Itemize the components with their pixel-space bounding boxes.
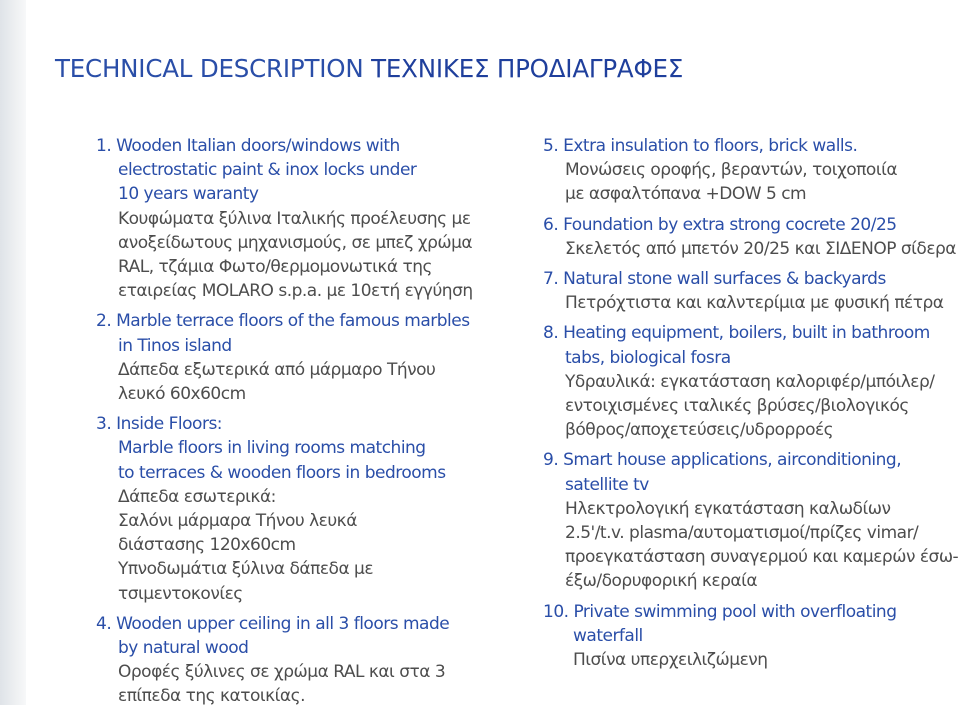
spec-item-2: [96, 309, 496, 406]
spec-item-9: [543, 448, 959, 593]
spec-2-gr-line-1: Δάπεδα εξωτερικά από μάρμαρο Τήνου: [118, 359, 436, 380]
spec-10-en-line-2: waterfall: [573, 625, 643, 646]
spec-item-6: [543, 213, 957, 261]
spec-3-en-line-1: 3. Inside Floors:: [96, 414, 223, 435]
spec-3-gr-line-1: Δάπεδα εσωτερικά:: [118, 486, 276, 507]
spec-9-gr-line-3: προεγκατάσταση συναγερμού και καμερών έσω-: [565, 547, 959, 568]
spec-3-en-line-2: Marble floors in living rooms matching: [118, 438, 426, 459]
spec-9-gr-line-1: Ηλεκτρολογική εγκατάσταση καλωδίων: [565, 498, 891, 519]
spec-item-1: [96, 134, 496, 303]
spec-6-en-line-1: 6. Foundation by extra strong cocrete 20/25: [543, 214, 897, 235]
spec-3-en-line-3: to terraces & wooden floors in bedrooms: [118, 462, 446, 483]
spec-7-gr-line-1: Πετρόχτιστα και καλντερίμια με φυσική πέτρα: [565, 293, 944, 314]
spec-1-gr-line-1: Κουφώματα ξύλινα Ιταλικής προέλευσης με: [118, 208, 471, 229]
spec-3-gr-line-2: Σαλόνι μάρμαρα Τήνου λευκά: [118, 511, 357, 532]
spec-10-gr-line-1: Πισίνα υπερχειλιζώμενη: [573, 650, 768, 671]
page-title: [55, 54, 683, 83]
spec-9-gr-line-4: έξω/δορυφορική κεραία: [565, 571, 758, 592]
spec-1-gr-line-2: ανοξείδωτους μηχανισμούς, σε μπεζ χρώμα: [118, 232, 473, 253]
spec-2-gr-line-2: λευκό 60x60cm: [118, 384, 246, 405]
spec-4-en-line-1: 4. Wooden upper ceiling in all 3 floors made: [96, 613, 450, 634]
right-column: [543, 134, 959, 672]
spec-1-gr-line-4: εταιρείας MOLARO s.p.a. με 10ετή εγγύηση: [118, 281, 473, 302]
spec-1-gr-line-3: RAL, τζάμια Φωτο/θερμομονωτικά της: [118, 257, 433, 278]
spec-9-en-line-2: satellite tv: [565, 474, 649, 495]
left-column: [96, 134, 496, 709]
spec-item-3: [96, 412, 496, 606]
spec-item-5: [543, 134, 953, 207]
spec-2-en-line-1: 2. Marble terrace floors of the famous marbles: [96, 311, 470, 332]
side-decorative-bar: [0, 0, 26, 705]
spec-8-gr-line-2: εντοιχισμένες ιταλικές βρύσες/βιολογικός: [565, 396, 909, 417]
spec-1-en-line-3: 10 years waranty: [118, 184, 259, 205]
spec-8-gr-line-1: Υδραυλικά: εγκατάσταση καλοριφέρ/μπόιλερ/: [565, 371, 935, 392]
spec-item-4: [96, 612, 496, 709]
spec-7-en-line-1: 7. Natural stone wall surfaces & backyards: [543, 269, 886, 290]
spec-4-en-line-2: by natural wood: [118, 638, 249, 659]
spec-3-gr-line-5: τσιμεντοκονίες: [118, 583, 243, 604]
title-greek: ΤΕΧΝΙΚΕΣ ΠΡΟΔΙΑΓΡΑΦΕΣ: [371, 54, 684, 83]
spec-item-10: [543, 600, 953, 673]
spec-6-gr-line-1: Σκελετός από μπετόν 20/25 και ΣΙΔΕΝΟΡ σίδερα: [565, 238, 957, 259]
spec-5-en-line-1: 5. Extra insulation to floors, brick walls.: [543, 136, 858, 156]
spec-8-en-line-1: 8. Heating equipment, boilers, built in bathroom: [543, 323, 930, 344]
spec-5-gr-line-1: Μονώσεις οροφής, βεραντών, τοιχοποιία: [565, 160, 898, 181]
spec-1-en-line-1: 1. Wooden Italian doors/windows with: [96, 136, 400, 156]
spec-4-gr-line-1: Οροφές ξύλινες σε χρώμα RAL και στα 3: [118, 662, 446, 683]
spec-9-en-line-1: 9. Smart house applications, airconditioning,: [543, 450, 902, 471]
spec-3-gr-line-4: Υπνοδωμάτια ξύλινα δάπεδα με: [118, 559, 374, 580]
spec-8-en-line-2: tabs, biological fosra: [565, 347, 731, 368]
spec-item-8: [543, 321, 953, 442]
spec-4-gr-line-2: επίπεδα της κατοικίας.: [118, 686, 305, 707]
title-english: TECHNICAL DESCRIPTION: [55, 54, 364, 83]
spec-8-gr-line-3: βόθρος/αποχετεύσεις/υδρορροές: [565, 420, 834, 441]
spec-3-gr-line-3: διάστασης 120x60cm: [118, 535, 296, 556]
spec-5-gr-line-2: με ασφαλτόπανα +DOW 5 cm: [565, 184, 807, 205]
spec-item-7: [543, 267, 953, 315]
spec-9-gr-line-2: 2.5'/t.v. plasma/αυτοματισμοί/πρίζες vimar/: [565, 523, 919, 544]
spec-2-en-line-2: in Tinos island: [118, 335, 232, 356]
spec-10-en-line-1: 10. Private swimming pool with overfloating: [543, 601, 897, 622]
spec-1-en-line-2: electrostatic paint & inox locks under: [118, 160, 417, 181]
